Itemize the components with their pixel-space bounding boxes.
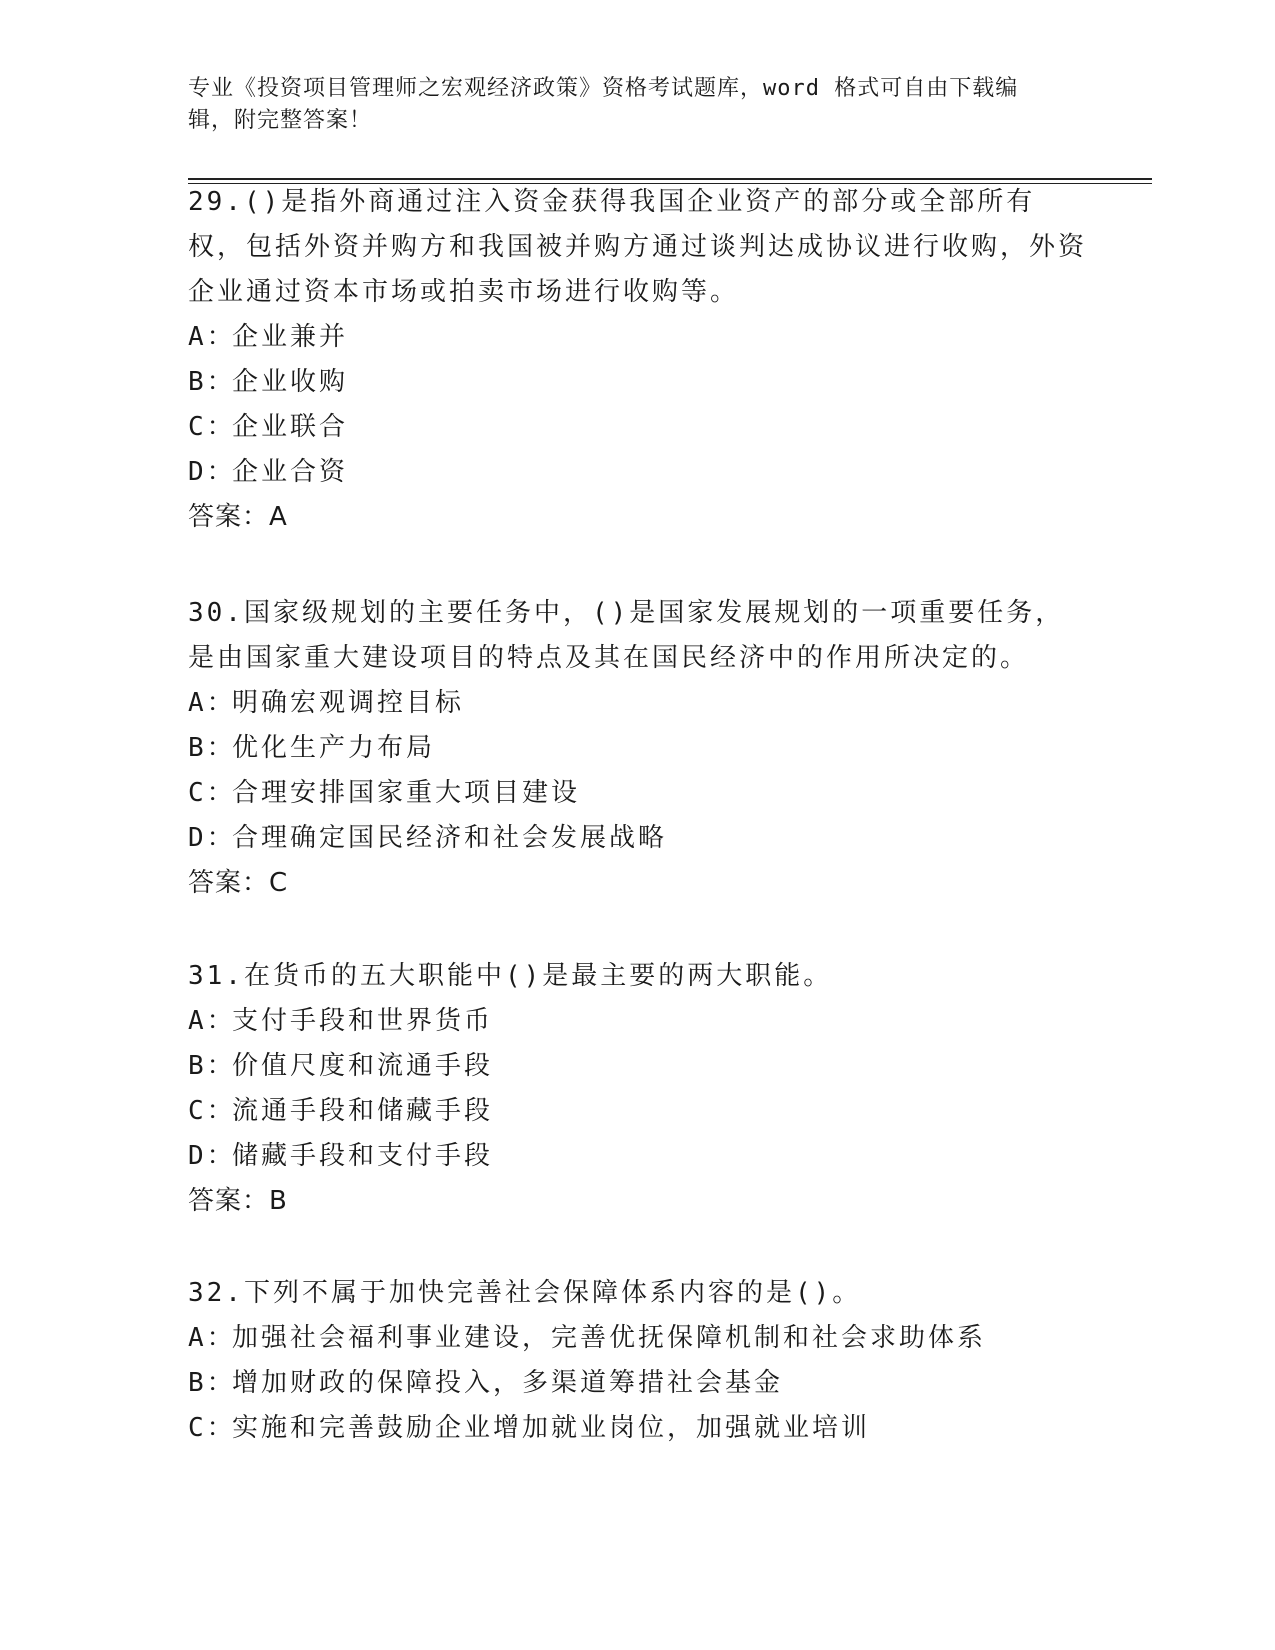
- option-text: 流通手段和储藏手段: [232, 1096, 494, 1126]
- header-line-2: 辑，附完整答案！: [188, 108, 373, 133]
- option-text: 企业合资: [232, 457, 349, 487]
- option-d: [188, 816, 1088, 861]
- option-key: C：: [188, 1413, 236, 1443]
- option-key: C：: [188, 778, 236, 808]
- answer-line: 答案：B: [188, 1186, 288, 1216]
- option-text: 合理安排国家重大项目建设: [232, 778, 581, 808]
- option-key: A：: [188, 322, 236, 352]
- header-line-1: 专业《投资项目管理师之宏观经济政策》资格考试题库，word 格式可自由下载编: [188, 76, 1019, 101]
- option-key: B：: [188, 1051, 236, 1081]
- option-key: D：: [188, 1141, 236, 1171]
- question-30: [188, 591, 1088, 906]
- option-text: 价值尺度和流通手段: [232, 1051, 494, 1081]
- option-text: 实施和完善鼓励企业增加就业岗位，加强就业培训: [232, 1413, 871, 1443]
- option-a: [188, 315, 1088, 360]
- answer-line: 答案：C: [188, 868, 289, 898]
- option-c: [188, 405, 1088, 450]
- option-d: [188, 450, 1088, 495]
- option-text: 加强社会福利事业建设，完善优抚保障机制和社会求助体系: [232, 1323, 987, 1353]
- document-header: [188, 73, 1068, 137]
- option-a: [188, 999, 1088, 1044]
- option-a: [188, 681, 1088, 726]
- option-text: 优化生产力布局: [232, 733, 436, 763]
- option-text: 企业联合: [232, 412, 349, 442]
- option-c: [188, 1089, 1088, 1134]
- option-b: [188, 1361, 1088, 1406]
- option-key: D：: [188, 823, 236, 853]
- option-key: C：: [188, 412, 236, 442]
- option-key: C：: [188, 1096, 236, 1126]
- question-32: [188, 1271, 1088, 1451]
- answer-line: 答案：A: [188, 502, 288, 532]
- option-text: 储藏手段和支付手段: [232, 1141, 494, 1171]
- option-b: [188, 1044, 1088, 1089]
- option-key: B：: [188, 733, 236, 763]
- question-stem: 31.在货币的五大职能中()是最主要的两大职能。: [188, 961, 833, 991]
- option-text: 增加财政的保障投入，多渠道筹措社会基金: [232, 1368, 784, 1398]
- option-c: [188, 771, 1088, 816]
- question-stem: 30.国家级规划的主要任务中，()是国家发展规划的一项重要任务，是由国家重大建设项目的特点及其在国民经济中的作用所决定的。: [188, 598, 1065, 673]
- option-d: [188, 1134, 1088, 1179]
- option-key: B：: [188, 1368, 236, 1398]
- option-key: B：: [188, 367, 236, 397]
- question-stem: 32.下列不属于加快完善社会保障体系内容的是()。: [188, 1278, 862, 1308]
- option-key: A：: [188, 688, 236, 718]
- option-key: A：: [188, 1323, 236, 1353]
- option-text: 合理确定国民经济和社会发展战略: [232, 823, 668, 853]
- question-31: [188, 954, 1088, 1224]
- question-stem: 29.()是指外商通过注入资金获得我国企业资产的部分或全部所有权，包括外资并购方和我国被并购方通过谈判达成协议进行收购，外资企业通过资本市场或拍卖市场进行收购等。: [188, 187, 1088, 307]
- option-b: [188, 726, 1088, 771]
- option-text: 明确宏观调控目标: [232, 688, 465, 718]
- option-key: D：: [188, 457, 236, 487]
- question-29: [188, 180, 1088, 540]
- option-b: [188, 360, 1088, 405]
- option-text: 支付手段和世界货币: [232, 1006, 494, 1036]
- option-c: [188, 1406, 1088, 1451]
- option-text: 企业收购: [232, 367, 349, 397]
- option-text: 企业兼并: [232, 322, 349, 352]
- option-a: [188, 1316, 1088, 1361]
- option-key: A：: [188, 1006, 236, 1036]
